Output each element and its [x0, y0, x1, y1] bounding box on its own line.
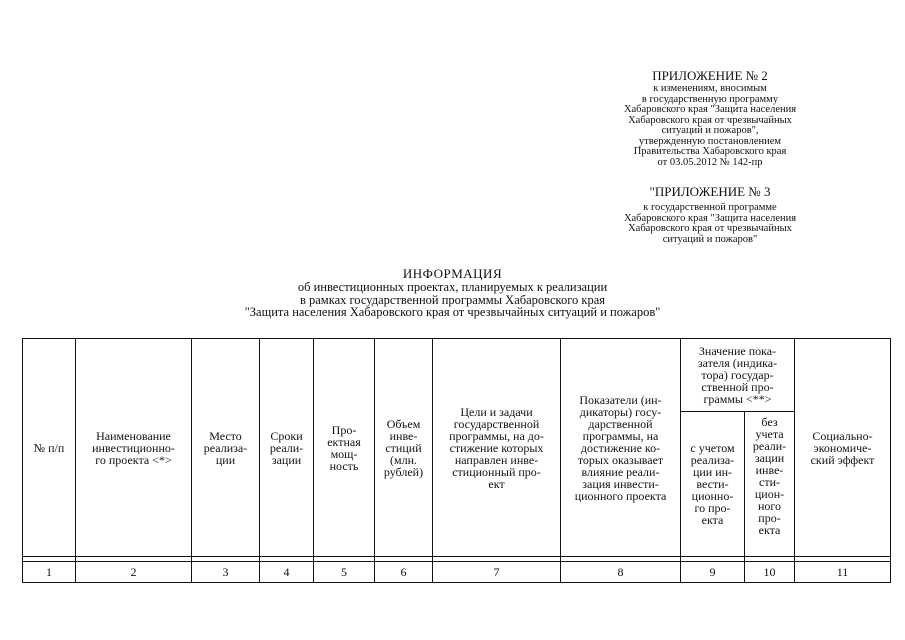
header-col-11 [795, 339, 891, 557]
appendix-2-line: Хабаровского края от чрезвычайных [628, 114, 792, 126]
header-cell-line: государственной [453, 416, 540, 431]
header-cell-line: сти- [759, 475, 780, 489]
header-cell-line: ции ин- [692, 465, 733, 479]
appendix-3-line: Хабаровского края "Защита населения [623, 212, 797, 224]
header-cell-line: граммы <**> [703, 392, 772, 406]
column-number: 2 [76, 562, 192, 583]
header-cell-line: программы, на [582, 428, 659, 443]
header-cell-line: мощ- [330, 446, 358, 461]
header-cell-line: ционного проекта [574, 488, 667, 503]
header-cell-line: вести- [696, 477, 729, 491]
header-cell-line: Показатели (ин- [579, 392, 662, 407]
header-cell-line: торых оказывает [577, 452, 664, 467]
header-cell-line: достижение ко- [580, 440, 661, 455]
header-cell-line: ного [757, 499, 782, 513]
appendix-3-block [560, 184, 860, 245]
header-cell-line: рублей) [383, 464, 424, 479]
header-cell-line: цион- [754, 487, 785, 501]
document-heading [0, 267, 905, 319]
appendix-3-title: "ПРИЛОЖЕНИЕ № 3 [649, 184, 771, 199]
header-col-9 [681, 412, 745, 557]
header-cell-line: стиций [385, 440, 422, 455]
header-cell-line: (млн. [390, 452, 417, 467]
investment-projects-table [22, 338, 891, 583]
header-cell-line: программы, на до- [449, 428, 544, 443]
column-number: 7 [433, 562, 561, 583]
header-cell-line: го про- [694, 501, 731, 515]
column-number: 5 [314, 562, 375, 583]
header-cell-line: реализа- [203, 440, 248, 455]
header-cell-line: без [761, 415, 778, 429]
header-col-2 [76, 339, 192, 557]
appendix-2-title: ПРИЛОЖЕНИЕ № 2 [652, 68, 768, 83]
header-cell-line: ектная [327, 434, 361, 449]
header-cell-line: тора) государ- [701, 368, 774, 382]
header-cell-line: Сроки [270, 428, 303, 443]
column-numbers-row [23, 562, 891, 583]
header-cell-line: ции [215, 452, 236, 467]
header-cell-line: ционно- [691, 489, 734, 503]
column-number: 4 [260, 562, 314, 583]
header-cell-line: ственной про- [701, 380, 774, 394]
heading-line: об инвестиционных проектах, планируемых к реализации [297, 280, 608, 294]
appendix-2-line: в государственную программу [641, 93, 779, 105]
header-cell-line: учета [755, 427, 784, 441]
header-col-8 [561, 339, 681, 557]
appendix-3-line: Хабаровского края от чрезвычайных [628, 223, 792, 234]
header-cell-line: с учетом [690, 441, 735, 455]
header-cell-line: дикаторы) госу- [579, 404, 662, 419]
header-col-1 [23, 339, 76, 557]
appendix-2-line: Правительства Хабаровского края [633, 146, 787, 157]
header-cell-line: стиционный про- [452, 464, 541, 479]
heading-line: "Защита населения Хабаровского края от чрезвычайных ситуаций и пожаров" [244, 305, 661, 319]
header-indicator-group [681, 339, 795, 412]
header-cell-line: Место [209, 428, 242, 443]
header-cell-line: реализа- [690, 453, 735, 467]
header-col-7 [433, 339, 561, 557]
header-cell-line: инве- [755, 463, 784, 477]
heading-line: в рамках государственной программы Хабаровского края [299, 292, 606, 307]
appendix-2-line: ситуаций и пожаров", [661, 125, 759, 136]
column-number: 3 [192, 562, 260, 583]
header-cell-line: ность [329, 458, 359, 473]
header-cell-line: екта [758, 523, 781, 537]
header-cell-line: зации [271, 452, 302, 467]
header-cell-line: инве- [389, 428, 418, 443]
column-number: 1 [23, 562, 76, 583]
header-cell-line: зателя (индика- [697, 356, 778, 370]
header-col-10 [745, 412, 795, 557]
header-cell-line: Объем [386, 416, 421, 431]
header-col-3 [192, 339, 260, 557]
column-number: 8 [561, 562, 681, 583]
header-cell-line: экономиче- [813, 440, 872, 455]
header-cell-line: Про- [331, 422, 357, 437]
appendix-2-block [560, 68, 860, 168]
appendix-3-line: к государственной программе [643, 202, 777, 213]
header-col-5 [314, 339, 375, 557]
column-number: 10 [745, 562, 795, 583]
header-cell-line: дарственной [588, 416, 653, 431]
header-cell-line: Наименование [96, 428, 171, 443]
header-cell-line: стижение которых [449, 440, 544, 455]
header-cell-line: ект [488, 476, 505, 491]
appendix-2-line: Хабаровского края "Защита населения [623, 104, 797, 115]
header-cell-line: инвестиционно- [92, 440, 175, 455]
header-cell-line: влияние реали- [581, 464, 660, 479]
header-cell-line: реали- [752, 439, 787, 453]
column-number: 11 [795, 562, 891, 583]
header-cell-line: Значение пока- [698, 344, 777, 358]
appendix-2-line: к изменениям, вносимым [653, 83, 767, 94]
heading-title: ИНФОРМАЦИЯ [402, 266, 503, 281]
header-cell-line: направлен инве- [454, 452, 539, 467]
header-cell-line: го проекта <*> [95, 452, 172, 467]
column-number: 9 [681, 562, 745, 583]
header-col-4 [260, 339, 314, 557]
header-cell-line: ский эффект [810, 452, 875, 467]
header-cell-line: № п/п [33, 440, 65, 455]
header-cell-line: зация инвести- [582, 476, 659, 491]
appendix-3-line: ситуаций и пожаров" [662, 233, 758, 245]
header-cell-line: екта [701, 513, 724, 527]
header-cell-line: Цели и задачи [460, 404, 533, 419]
column-number: 6 [375, 562, 433, 583]
header-cell-line: Социально- [812, 428, 873, 443]
appendix-2-line: от 03.05.2012 № 142-пр [657, 156, 763, 168]
header-cell-line: реали- [269, 440, 304, 455]
header-cell-line: про- [758, 511, 781, 525]
appendix-2-line: утвержденную постановлением [638, 135, 782, 147]
header-cell-line: зации [754, 451, 785, 465]
header-col-6 [375, 339, 433, 557]
